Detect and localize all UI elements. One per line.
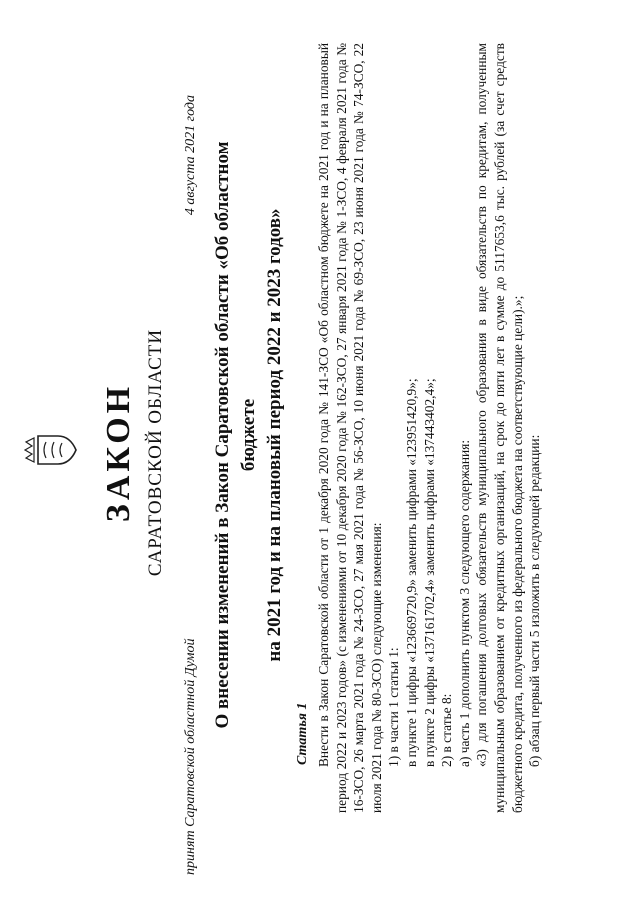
paragraph: Внести в Закон Саратовской области от 1 декабря 2020 года № 141-ЗСО «Об областном бюджете на 2021 год и на плановый период 2022 и 2023 годов» (с изменениями от 10 декабря 2020 года № 162-ЗСО, 27 января 2021 года № 1-ЗСО, 4 февраля 2021 года № 16-ЗСО, 26 марта 2021 года № 24-ЗСО, 27 мая 2021 года № 56-ЗСО, 10 июня 2021 года № 69-ЗСО, 23 июня 2021 года № 74-ЗСО, 22 июля 2021 года № 80-ЗСО) следующие изменения: — [316, 43, 384, 813]
paragraph: 1) в части 1 статьи 1: — [386, 647, 402, 767]
coat-of-arms-icon — [24, 428, 78, 472]
law-title-line2: на 2021 год и на плановый период 2022 и 2023 годов» — [264, 208, 285, 662]
paragraph: «3) для погашения долговых обязательств муниципального образования в виде обязательств по кредитам, полученным муниципальным образованием от кредитных организаций, на срок до пяти лет в сумме до 5117653,6 тыс. рублей (за счет средств бюджетного кредита, полученного из федерального бюджета на соответствующие цели).»; — [474, 43, 525, 813]
law-title-line1: О внесении изменений в Закон Саратовской области «Об областном бюджете — [212, 141, 259, 729]
paragraph: в пункте 1 цифры «123669720,9» заменить цифрами «123951420,9»; — [403, 378, 419, 767]
adopted-by-text: принят Саратовской областной Думой — [183, 638, 198, 875]
paragraph: 2) в статье 8: — [439, 693, 455, 767]
paragraph: в пункте 2 цифры «137161702,4» заменить цифрами «137443402,4»; — [421, 378, 437, 767]
law-title — [210, 105, 288, 765]
law-date: 4 августа 2021 года — [183, 95, 198, 216]
article-body — [315, 43, 544, 813]
region-heading: САРАТОВСКОЙ ОБЛАСТИ — [145, 328, 166, 577]
paragraph: б) абзац первый части 5 изложить в следующей редакции: — [527, 434, 543, 767]
law-heading: ЗАКОН — [100, 382, 137, 523]
article-title: Статья 1 — [295, 702, 310, 765]
paragraph: а) часть 1 дополнить пунктом 3 следующего содержания: — [456, 439, 472, 767]
